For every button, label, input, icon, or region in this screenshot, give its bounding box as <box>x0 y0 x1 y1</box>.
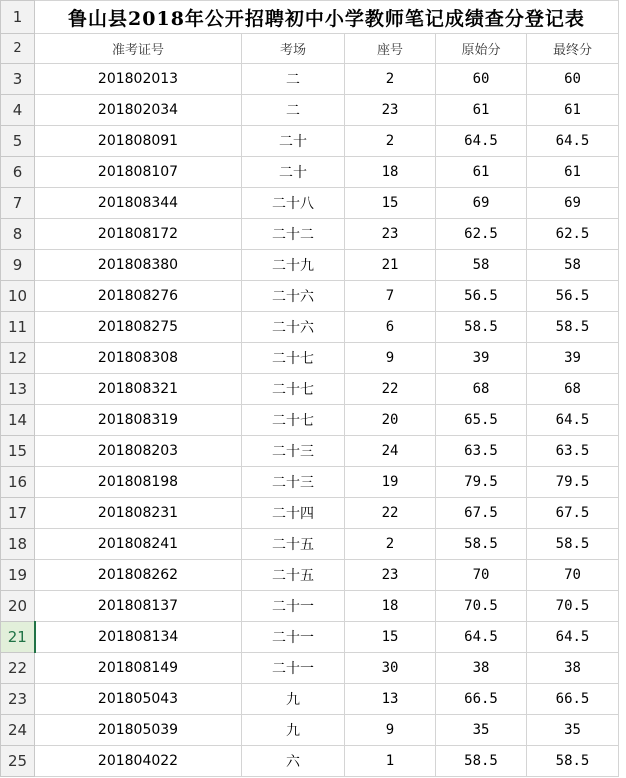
row-header-15[interactable]: 15 <box>1 436 35 467</box>
exam-room-cell[interactable]: 二十七 <box>242 343 345 374</box>
table-row <box>1 188 619 219</box>
original-score-cell[interactable]: 70 <box>436 560 527 591</box>
table-row <box>1 312 619 343</box>
table-row <box>1 157 619 188</box>
title-row <box>1 1 619 34</box>
original-score-cell[interactable]: 58.5 <box>436 529 527 560</box>
exam-room-cell[interactable]: 二十二 <box>242 219 345 250</box>
exam-number-cell[interactable]: 201808149 <box>35 653 242 684</box>
final-score-cell[interactable]: 39 <box>527 343 619 374</box>
exam-room-cell[interactable]: 二 <box>242 64 345 95</box>
original-score-cell[interactable]: 64.5 <box>436 126 527 157</box>
seat-number-cell[interactable]: 2 <box>345 529 436 560</box>
exam-number-cell[interactable]: 201805043 <box>35 684 242 715</box>
table-row <box>1 560 619 591</box>
row-header-10[interactable]: 10 <box>1 281 35 312</box>
final-score-cell[interactable]: 68 <box>527 374 619 405</box>
row-header-22[interactable]: 22 <box>1 653 35 684</box>
exam-room-cell[interactable]: 二十 <box>242 126 345 157</box>
table-row <box>1 405 619 436</box>
final-score-cell[interactable]: 62.5 <box>527 219 619 250</box>
original-score-cell[interactable]: 58.5 <box>436 746 527 777</box>
seat-number-cell[interactable]: 13 <box>345 684 436 715</box>
final-score-cell[interactable]: 66.5 <box>527 684 619 715</box>
table-row <box>1 591 619 622</box>
row-header-14[interactable]: 14 <box>1 405 35 436</box>
seat-number-cell[interactable]: 21 <box>345 250 436 281</box>
exam-room-cell[interactable]: 二十 <box>242 157 345 188</box>
seat-number-cell[interactable]: 18 <box>345 591 436 622</box>
table-row <box>1 250 619 281</box>
seat-number-cell[interactable]: 1 <box>345 746 436 777</box>
seat-number-cell[interactable]: 30 <box>345 653 436 684</box>
original-score-cell[interactable]: 60 <box>436 64 527 95</box>
table-row <box>1 436 619 467</box>
original-score-cell[interactable]: 62.5 <box>436 219 527 250</box>
exam-number-cell[interactable]: 201802034 <box>35 95 242 126</box>
exam-room-cell[interactable]: 九 <box>242 715 345 746</box>
row-header-13[interactable]: 13 <box>1 374 35 405</box>
header-exam-room[interactable]: 考场 <box>242 34 345 64</box>
sheet-title[interactable]: 鲁山县2018年公开招聘初中小学教师笔记成绩查分登记表 <box>35 1 619 34</box>
final-score-cell[interactable]: 70.5 <box>527 591 619 622</box>
exam-room-cell[interactable]: 二十三 <box>242 467 345 498</box>
exam-number-cell[interactable]: 201808107 <box>35 157 242 188</box>
exam-number-cell[interactable]: 201805039 <box>35 715 242 746</box>
final-score-cell[interactable]: 70 <box>527 560 619 591</box>
table-row <box>1 498 619 529</box>
original-score-cell[interactable]: 58 <box>436 250 527 281</box>
exam-number-cell[interactable]: 201808275 <box>35 312 242 343</box>
final-score-cell[interactable]: 61 <box>527 95 619 126</box>
final-score-cell[interactable]: 58.5 <box>527 312 619 343</box>
row-header-21[interactable]: 21 <box>1 622 35 653</box>
final-score-cell[interactable]: 64.5 <box>527 622 619 653</box>
exam-number-cell[interactable]: 201808380 <box>35 250 242 281</box>
seat-number-cell[interactable]: 2 <box>345 64 436 95</box>
table-row <box>1 715 619 746</box>
original-score-cell[interactable]: 70.5 <box>436 591 527 622</box>
table-row <box>1 281 619 312</box>
exam-number-cell[interactable]: 201804022 <box>35 746 242 777</box>
exam-room-cell[interactable]: 二十七 <box>242 374 345 405</box>
final-score-cell[interactable]: 60 <box>527 64 619 95</box>
seat-number-cell[interactable]: 9 <box>345 343 436 374</box>
row-header-5[interactable]: 5 <box>1 126 35 157</box>
final-score-cell[interactable]: 58 <box>527 250 619 281</box>
original-score-cell[interactable]: 35 <box>436 715 527 746</box>
original-score-cell[interactable]: 64.5 <box>436 622 527 653</box>
seat-number-cell[interactable]: 18 <box>345 157 436 188</box>
table-row <box>1 374 619 405</box>
exam-room-cell[interactable]: 二十五 <box>242 529 345 560</box>
table-row <box>1 684 619 715</box>
row-header-2[interactable]: 2 <box>1 34 35 64</box>
table-row <box>1 529 619 560</box>
final-score-cell[interactable]: 63.5 <box>527 436 619 467</box>
exam-room-cell[interactable]: 九 <box>242 684 345 715</box>
exam-number-cell[interactable]: 201808319 <box>35 405 242 436</box>
row-header-17[interactable]: 17 <box>1 498 35 529</box>
original-score-cell[interactable]: 65.5 <box>436 405 527 436</box>
seat-number-cell[interactable]: 23 <box>345 95 436 126</box>
exam-room-cell[interactable]: 二十一 <box>242 622 345 653</box>
seat-number-cell[interactable]: 20 <box>345 405 436 436</box>
original-score-cell[interactable]: 66.5 <box>436 684 527 715</box>
exam-room-cell[interactable]: 二 <box>242 95 345 126</box>
exam-room-cell[interactable]: 二十一 <box>242 591 345 622</box>
seat-number-cell[interactable]: 15 <box>345 622 436 653</box>
row-header-6[interactable]: 6 <box>1 157 35 188</box>
row-header-4[interactable]: 4 <box>1 95 35 126</box>
seat-number-cell[interactable]: 2 <box>345 126 436 157</box>
row-header-25[interactable]: 25 <box>1 746 35 777</box>
row-header-8[interactable]: 8 <box>1 219 35 250</box>
exam-room-cell[interactable]: 二十九 <box>242 250 345 281</box>
final-score-cell[interactable]: 35 <box>527 715 619 746</box>
exam-number-cell[interactable]: 201808231 <box>35 498 242 529</box>
seat-number-cell[interactable]: 6 <box>345 312 436 343</box>
table-row <box>1 64 619 95</box>
exam-number-cell[interactable]: 201802013 <box>35 64 242 95</box>
exam-room-cell[interactable]: 二十六 <box>242 312 345 343</box>
header-seat-number[interactable]: 座号 <box>345 34 436 64</box>
header-original-score[interactable]: 原始分 <box>436 34 527 64</box>
final-score-cell[interactable]: 58.5 <box>527 529 619 560</box>
exam-number-cell[interactable]: 201808137 <box>35 591 242 622</box>
exam-number-cell[interactable]: 201808262 <box>35 560 242 591</box>
row-header-11[interactable]: 11 <box>1 312 35 343</box>
final-score-cell[interactable]: 69 <box>527 188 619 219</box>
exam-number-cell[interactable]: 201808203 <box>35 436 242 467</box>
header-exam-number[interactable]: 准考证号 <box>35 34 242 64</box>
exam-room-cell[interactable]: 二十七 <box>242 405 345 436</box>
row-header-19[interactable]: 19 <box>1 560 35 591</box>
table-row <box>1 219 619 250</box>
row-header-7[interactable]: 7 <box>1 188 35 219</box>
original-score-cell[interactable]: 38 <box>436 653 527 684</box>
final-score-cell[interactable]: 56.5 <box>527 281 619 312</box>
final-score-cell[interactable]: 61 <box>527 157 619 188</box>
original-score-cell[interactable]: 63.5 <box>436 436 527 467</box>
row-header-3[interactable]: 3 <box>1 64 35 95</box>
original-score-cell[interactable]: 61 <box>436 157 527 188</box>
row-header-1[interactable]: 1 <box>1 1 35 34</box>
row-header-18[interactable]: 18 <box>1 529 35 560</box>
final-score-cell[interactable]: 58.5 <box>527 746 619 777</box>
exam-number-cell[interactable]: 201808091 <box>35 126 242 157</box>
seat-number-cell[interactable]: 7 <box>345 281 436 312</box>
table-row <box>1 653 619 684</box>
original-score-cell[interactable]: 61 <box>436 95 527 126</box>
original-score-cell[interactable]: 58.5 <box>436 312 527 343</box>
original-score-cell[interactable]: 56.5 <box>436 281 527 312</box>
row-header-23[interactable]: 23 <box>1 684 35 715</box>
original-score-cell[interactable]: 79.5 <box>436 467 527 498</box>
exam-number-cell[interactable]: 201808276 <box>35 281 242 312</box>
seat-number-cell[interactable]: 15 <box>345 188 436 219</box>
exam-number-cell[interactable]: 201808308 <box>35 343 242 374</box>
exam-number-cell[interactable]: 201808321 <box>35 374 242 405</box>
seat-number-cell[interactable]: 23 <box>345 219 436 250</box>
original-score-cell[interactable]: 69 <box>436 188 527 219</box>
table-row <box>1 95 619 126</box>
original-score-cell[interactable]: 39 <box>436 343 527 374</box>
row-header-20[interactable]: 20 <box>1 591 35 622</box>
exam-number-cell[interactable]: 201808241 <box>35 529 242 560</box>
final-score-cell[interactable]: 64.5 <box>527 405 619 436</box>
exam-number-cell[interactable]: 201808198 <box>35 467 242 498</box>
table-row <box>1 467 619 498</box>
exam-room-cell[interactable]: 二十八 <box>242 188 345 219</box>
final-score-cell[interactable]: 38 <box>527 653 619 684</box>
final-score-cell[interactable]: 64.5 <box>527 126 619 157</box>
original-score-cell[interactable]: 68 <box>436 374 527 405</box>
exam-room-cell[interactable]: 二十四 <box>242 498 345 529</box>
exam-room-cell[interactable]: 二十五 <box>242 560 345 591</box>
header-final-score[interactable]: 最终分 <box>527 34 619 64</box>
seat-number-cell[interactable]: 22 <box>345 498 436 529</box>
exam-number-cell[interactable]: 201808344 <box>35 188 242 219</box>
row-header-16[interactable]: 16 <box>1 467 35 498</box>
row-header-9[interactable]: 9 <box>1 250 35 281</box>
column-header-row <box>1 34 619 64</box>
exam-room-cell[interactable]: 六 <box>242 746 345 777</box>
row-header-12[interactable]: 12 <box>1 343 35 374</box>
seat-number-cell[interactable]: 22 <box>345 374 436 405</box>
seat-number-cell[interactable]: 24 <box>345 436 436 467</box>
final-score-cell[interactable]: 67.5 <box>527 498 619 529</box>
seat-number-cell[interactable]: 23 <box>345 560 436 591</box>
table-row <box>1 622 619 653</box>
exam-number-cell[interactable]: 201808134 <box>35 622 242 653</box>
original-score-cell[interactable]: 67.5 <box>436 498 527 529</box>
seat-number-cell[interactable]: 19 <box>345 467 436 498</box>
exam-room-cell[interactable]: 二十三 <box>242 436 345 467</box>
table-row <box>1 343 619 374</box>
seat-number-cell[interactable]: 9 <box>345 715 436 746</box>
table-row <box>1 126 619 157</box>
final-score-cell[interactable]: 79.5 <box>527 467 619 498</box>
exam-room-cell[interactable]: 二十一 <box>242 653 345 684</box>
table-row <box>1 746 619 777</box>
exam-number-cell[interactable]: 201808172 <box>35 219 242 250</box>
exam-room-cell[interactable]: 二十六 <box>242 281 345 312</box>
row-header-24[interactable]: 24 <box>1 715 35 746</box>
